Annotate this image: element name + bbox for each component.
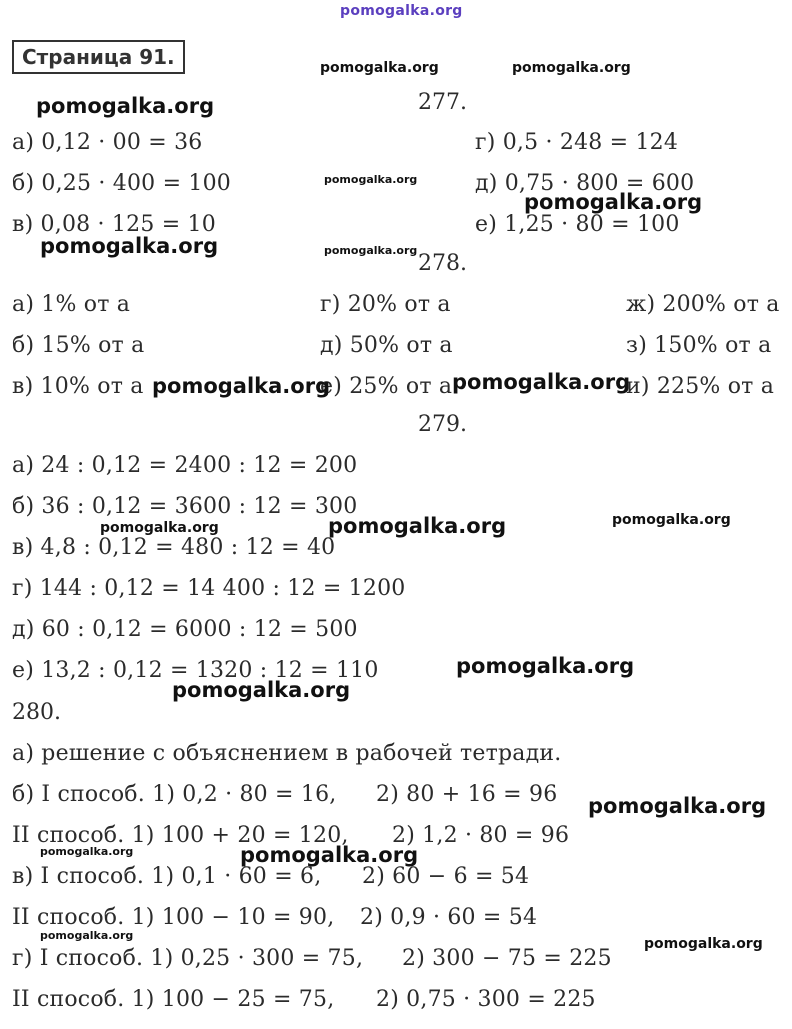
task-279-g: г) 144 : 0,12 = 14 400 : 12 = 1200 (12, 576, 406, 601)
task-279-b: б) 36 : 0,12 = 3600 : 12 = 300 (12, 494, 358, 519)
task-277-b: б) 0,25 · 400 = 100 (12, 171, 231, 196)
task-280-g-way1-step2: 2) 300 − 75 = 225 (402, 946, 612, 971)
watermark: pomogalka.org (320, 60, 439, 76)
watermark: pomogalka.org (452, 370, 631, 394)
task-278-zh: ж) 200% от a (626, 292, 780, 317)
task-280-v-way1: в) I способ. 1) 0,1 · 60 = 6, (12, 864, 322, 889)
task-280-g-way2: II способ. 1) 100 − 25 = 75, (12, 987, 335, 1012)
task-277-v: в) 0,08 · 125 = 10 (12, 212, 216, 237)
page-label: Страница 91. (12, 40, 185, 74)
task-278-b: б) 15% от a (12, 333, 145, 358)
task-277-e: е) 1,25 · 80 = 100 (475, 212, 680, 237)
task-278-v: в) 10% от a (12, 374, 144, 399)
task-279-v: в) 4,8 : 0,12 = 480 : 12 = 40 (12, 535, 336, 560)
watermark: pomogalka.org (40, 929, 134, 942)
task-279-a: а) 24 : 0,12 = 2400 : 12 = 200 (12, 453, 358, 478)
task-278-z: з) 150% от a (626, 333, 772, 358)
task-278-number: 278. (418, 251, 467, 276)
task-279-d: д) 60 : 0,12 = 6000 : 12 = 500 (12, 617, 358, 642)
task-277-g: г) 0,5 · 248 = 124 (475, 130, 679, 155)
task-279-number: 279. (418, 412, 467, 437)
task-278-g: г) 20% от a (320, 292, 451, 317)
task-277-number: 277. (418, 90, 467, 115)
task-280-b-way1: б) I способ. 1) 0,2 · 80 = 16, (12, 782, 337, 807)
task-280-g-way2-step2: 2) 0,75 · 300 = 225 (376, 987, 596, 1012)
watermark: pomogalka.org (456, 654, 635, 678)
watermark: pomogalka.org (588, 794, 767, 818)
watermark: pomogalka.org (644, 936, 763, 952)
task-280-v-way1-step2: 2) 60 − 6 = 54 (362, 864, 530, 889)
task-279-e: е) 13,2 : 0,12 = 1320 : 12 = 110 (12, 658, 379, 683)
task-278-a: а) 1% от a (12, 292, 131, 317)
watermark: pomogalka.org (612, 512, 731, 528)
watermark: pomogalka.org (40, 234, 219, 258)
task-278-d: д) 50% от a (320, 333, 453, 358)
task-280-b-way1-step2: 2) 80 + 16 = 96 (376, 782, 558, 807)
watermark: pomogalka.org (100, 520, 219, 536)
watermark: pomogalka.org (324, 173, 418, 186)
task-278-i: и) 225% от a (626, 374, 775, 399)
watermark: pomogalka.org (36, 94, 215, 118)
watermark: pomogalka.org (152, 374, 331, 398)
watermark-top: pomogalka.org (340, 3, 463, 19)
task-280-b-way2-step2: 2) 1,2 · 80 = 96 (392, 823, 570, 848)
watermark: pomogalka.org (328, 514, 507, 538)
task-280-b-way2: II способ. 1) 100 + 20 = 120, (12, 823, 349, 848)
watermark: pomogalka.org (324, 244, 418, 257)
task-280-v-way2: II способ. 1) 100 − 10 = 90, (12, 905, 335, 930)
watermark: pomogalka.org (512, 60, 631, 76)
watermark: pomogalka.org (240, 843, 419, 867)
watermark: pomogalka.org (524, 190, 703, 214)
task-280-a: а) решение с объяснением в рабочей тетради. (12, 741, 562, 766)
task-277-a: а) 0,12 · 00 = 36 (12, 130, 203, 155)
task-280-v-way2-step2: 2) 0,9 · 60 = 54 (360, 905, 538, 930)
task-280-g-way1: г) I способ. 1) 0,25 · 300 = 75, (12, 946, 364, 971)
watermark: pomogalka.org (40, 845, 134, 858)
task-280-number: 280. (12, 700, 61, 725)
task-277-d: д) 0,75 · 800 = 600 (475, 171, 695, 196)
task-278-e: е) 25% от a (320, 374, 453, 399)
watermark: pomogalka.org (172, 678, 351, 702)
